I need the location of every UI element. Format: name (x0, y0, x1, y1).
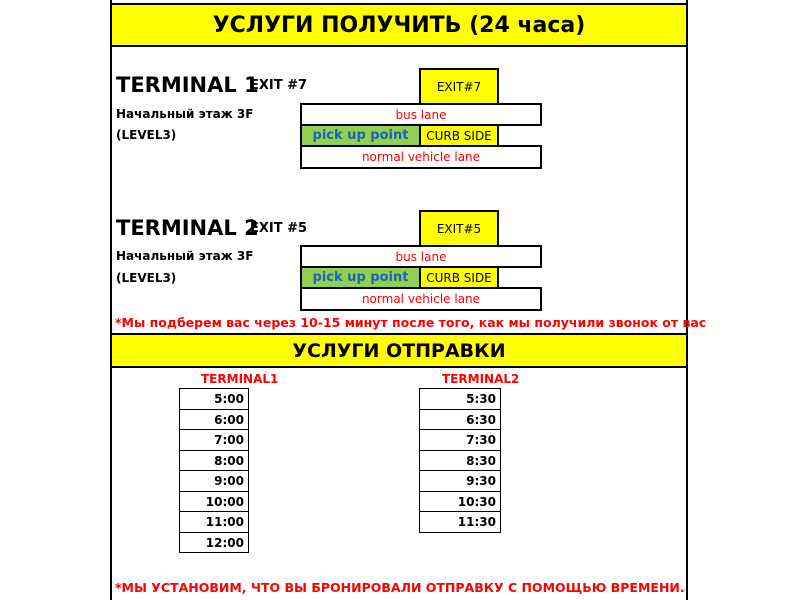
terminal1-time-cell: 8:00 (180, 451, 248, 472)
terminal1-time-cell: 11:00 (180, 512, 248, 533)
terminal-2-exit-box (419, 210, 499, 247)
terminal1-time-cell: 12:00 (180, 533, 248, 554)
terminal2-schedule-header: TERMINAL2 (442, 372, 520, 386)
terminal1-schedule-header: TERMINAL1 (201, 372, 279, 386)
pickup-banner (110, 3, 688, 47)
terminal1-time-cell: 6:00 (180, 410, 248, 431)
terminal-1-exit-box-label: EXIT#7 (436, 79, 482, 94)
terminal-1-normal-lane-label: normal vehicle lane (361, 150, 481, 164)
terminal-1-normal-lane (300, 145, 542, 169)
terminal-2-bus-lane-label: bus lane (395, 249, 447, 264)
terminal-1-exit-label: EXIT #7 (250, 78, 308, 93)
terminal-2-pickup-point-label: pick up point (312, 270, 409, 285)
terminal-1-level: (LEVEL3) (116, 128, 177, 142)
terminal1-time-cell: 9:00 (180, 471, 248, 492)
terminal2-time-cell: 5:30 (420, 389, 500, 410)
terminal2-times-table (419, 388, 501, 533)
terminal-2-normal-lane (300, 287, 542, 311)
dropoff-banner (110, 333, 688, 368)
terminal2-time-cell: 10:30 (420, 492, 500, 513)
terminal-1-curb-side-label: CURB SIDE (426, 128, 492, 143)
terminal-1-pickup-point-label: pick up point (312, 128, 409, 143)
terminal1-times-table (179, 388, 249, 553)
terminal2-time-cell: 6:30 (420, 410, 500, 431)
terminal2-time-cell: 9:30 (420, 471, 500, 492)
terminal2-time-cell: 11:30 (420, 512, 500, 533)
terminal1-time-cell: 7:00 (180, 430, 248, 451)
terminal2-time-cell: 8:30 (420, 451, 500, 472)
pickup-note: *Мы подберем вас через 10-15 минут после того, как мы получили звонок от вас (115, 315, 707, 330)
dropoff-note: *МЫ УСТАНОВИМ, ЧТО ВЫ БРОНИРОВАЛИ ОТПРАВКУ С ПОМОЩЬЮ ВРЕМЕНИ. (115, 580, 685, 595)
terminal-2-level: (LEVEL3) (116, 271, 177, 285)
terminal-2-title: TERMINAL 2 (116, 216, 259, 240)
terminal2-time-cell: 7:30 (420, 430, 500, 451)
terminal-2-normal-lane-label: normal vehicle lane (361, 292, 481, 306)
terminal-1-bus-lane-label: bus lane (395, 107, 447, 122)
terminal-2-curb-side-label: CURB SIDE (426, 270, 492, 285)
terminal-2-exit-label: EXIT #5 (250, 221, 308, 236)
pickup-title: УСЛУГИ ПОЛУЧИТЬ (24 часа) (212, 12, 586, 38)
terminal-2-exit-box-label: EXIT#5 (436, 221, 482, 236)
terminal-1-exit-box (419, 68, 499, 105)
terminal-1-pickup-point (300, 124, 421, 147)
terminal-1-floor: Начальный этаж 3F (116, 107, 254, 121)
terminal1-time-cell: 10:00 (180, 492, 248, 513)
terminal-2-curb-side (419, 266, 499, 289)
terminal1-time-cell: 5:00 (180, 389, 248, 410)
terminal-2-pickup-point (300, 266, 421, 289)
terminal-1-title: TERMINAL 1 (116, 73, 259, 97)
terminal-1-curb-side (419, 124, 499, 147)
dropoff-title: УСЛУГИ ОТПРАВКИ (292, 339, 506, 362)
terminal-2-floor: Начальный этаж 3F (116, 249, 254, 263)
terminal-1-bus-lane (300, 103, 542, 126)
terminal-2-bus-lane (300, 245, 542, 268)
